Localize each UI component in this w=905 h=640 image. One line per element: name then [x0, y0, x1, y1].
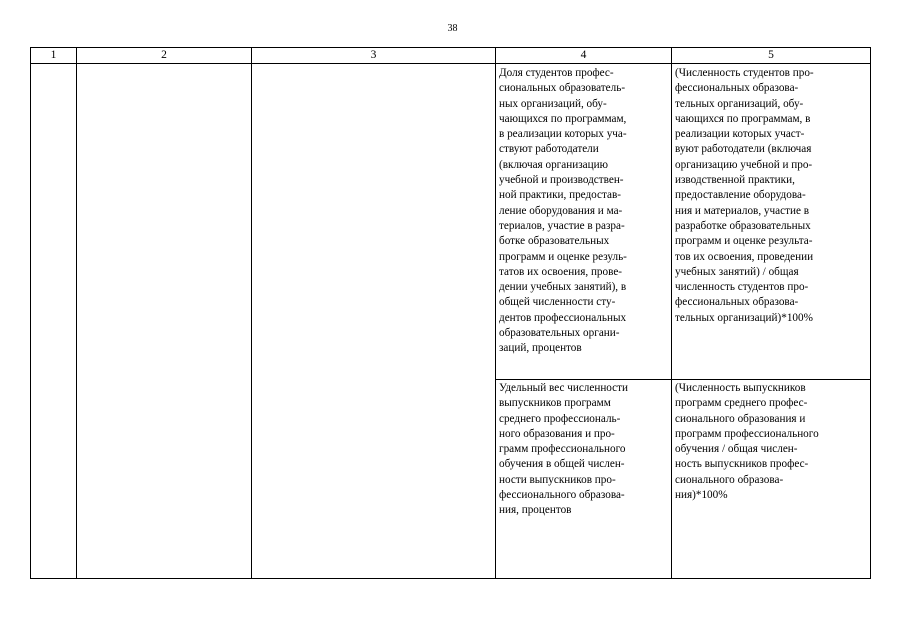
column-header-1: 1 [31, 48, 77, 64]
column-header-2: 2 [77, 48, 252, 64]
indicator-text: Удельный вес численности выпускников программ среднего профессиональ- ного образования и про- грамм профессионального обучения в общей числен- ности выпускников про- фессионального образова- ния, процентов [499, 382, 629, 517]
formula-cell [672, 380, 871, 579]
formula-cell [672, 64, 871, 380]
indicator-text: Доля студентов профес- сиональных образователь- ных организаций, обу- чающихся по программам, в реализации которых уча- ствуют работодатели (включая организацию учебной и производствен- ной практики, предостав- ление оборудования и ма- териалов, участие в разра- ботке образовательных программ и оценке резуль- татов их освоения, прове- дении учебных занятий), в общей численности сту- дентов профессиональных образовательных органи- заций, процентов [499, 67, 627, 355]
indicator-cell [496, 380, 672, 579]
page-number: 38 [447, 23, 458, 34]
formula-text: (Численность выпускников программ среднего профес- сионального образования и программ профессионального обучения / общая числен- ность выпускников профес- сионального образова- ния)*100% [675, 382, 819, 502]
column-header-4: 4 [496, 48, 672, 64]
column-1-cell [31, 64, 77, 579]
column-header-5: 5 [672, 48, 871, 64]
formula-text: (Численность студентов про- фессиональных образова- тельных организаций, обу- чающихся по программам, в реализации которых участ- вуют работодатели (включая организацию учебной и про- изводственной практики, предоставление оборудова- ния и материалов, участие в разработке образовательных программ и оценке результа- тов их освоения, проведении учебных занятий) / общая численность студентов про- фессиональных образова- тельных организаций)*100% [675, 67, 814, 324]
indicator-cell [496, 64, 672, 380]
column-header-3: 3 [252, 48, 496, 64]
column-3-cell [252, 64, 496, 579]
indicators-table [30, 47, 871, 579]
table-header-row [31, 48, 871, 64]
column-2-cell [77, 64, 252, 579]
table-row [31, 64, 871, 380]
